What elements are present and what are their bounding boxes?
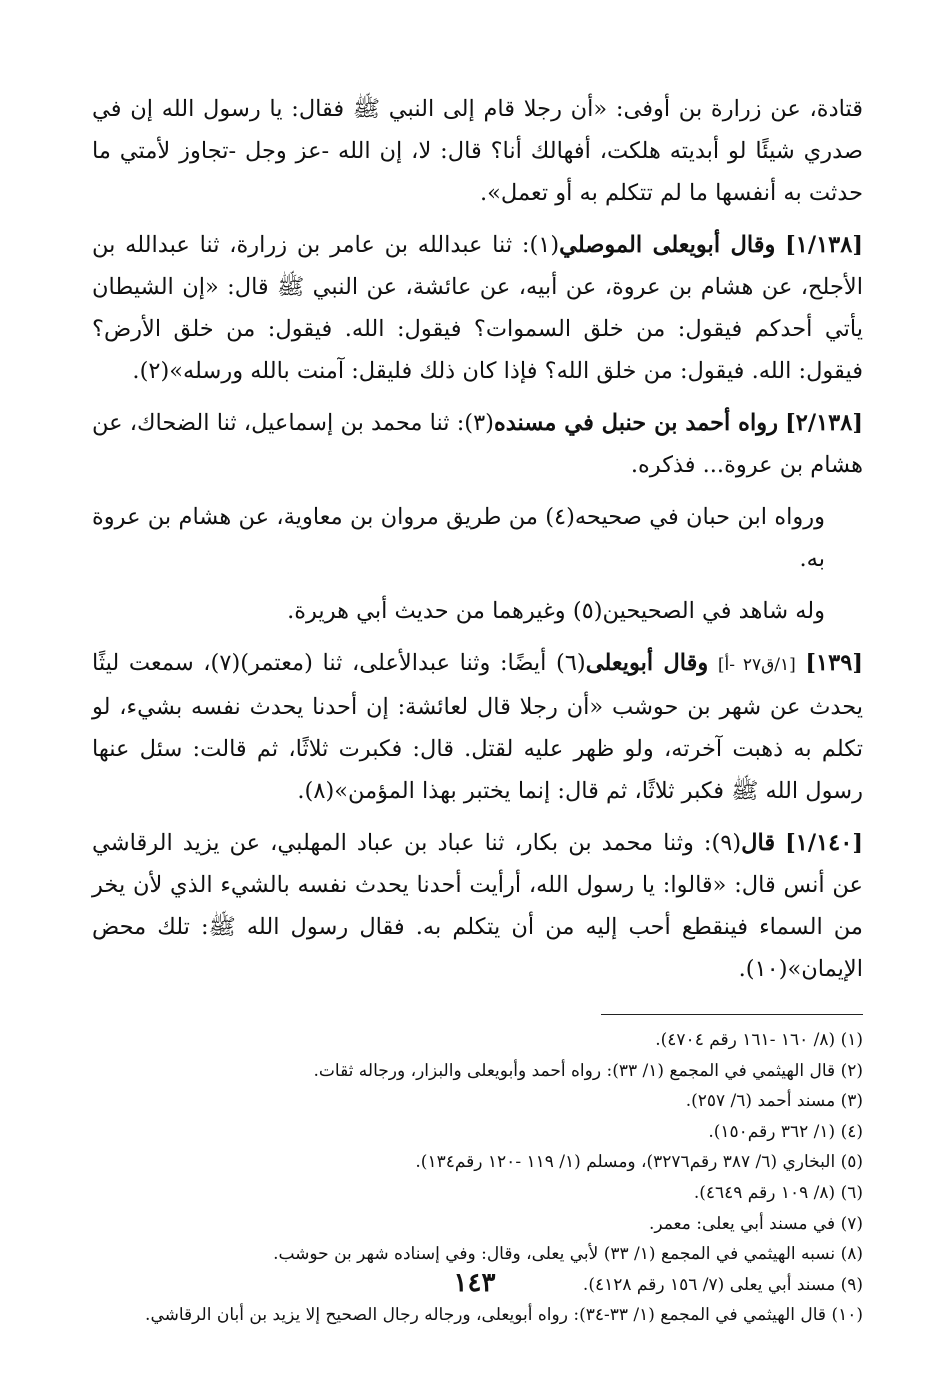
paragraph-continuation — [92, 88, 863, 214]
paragraph-text: ورواه ابن حبان في صحيحه(٤) من طريق مروان بن معاوية، عن هشام بن عروة به. — [92, 504, 825, 572]
hadith-number: [١٣٩] — [805, 650, 863, 676]
footnote: (٥) البخاري (٦/ ٣٨٧ رقم٣٢٧٦)، ومسلم (١/ ١١٩ -١٢٠ رقم١٣٤). — [415, 1152, 863, 1173]
hadith-number: [٢/١٣٨] — [785, 410, 863, 436]
hadith-number: [١/١٣٨] — [785, 232, 863, 258]
footnote: (١٠) قال الهيثمي في المجمع (١/ ٣٣-٣٤): رواه أبويعلى، ورجاله رجال الصحيح إلا يزيد بن أبان الرقاشي. — [145, 1305, 863, 1326]
hadith-138-1 — [92, 224, 863, 392]
paragraph-ibn-hibban — [92, 496, 863, 580]
page-number: ١٤٣ — [453, 1268, 496, 1298]
paragraph-text: قتادة، عن زرارة بن أوفى: «أن رجلا قام إلى النبي ﷺ فقال: يا رسول الله إن في صدري شيئًا لو أبديته هلكت، أفهالك أنا؟ قال: لا، إن الله -عز وجل -تجاوز لأمتي ما حدثت به أنفسها ما لم تتكلم به أو تعمل». — [92, 96, 863, 206]
hadith-narrator: قال — [741, 830, 776, 856]
hadith-138-2 — [92, 402, 863, 486]
paragraph-text: (٣): ثنا محمد بن إسماعيل، ثنا الضحاك، عن هشام بن عروة... فذكره. — [92, 410, 863, 478]
paragraph-text: (١): ثنا عبدالله بن عامر بن زرارة، ثنا عبدالله بن الأجلح، عن هشام بن عروة، عن أبيه، عن عائشة، عن النبي ﷺ قال: «إن الشيطان يأتي أحدكم فيقول: من خلق السموات؟ فيقول: الله. فيقول: من خلق الأرض؟ فيقول: الله. فيقول: من خلق الله؟ فإذا كان ذلك فليقل: آمنت بالله ورسله»(٢). — [92, 232, 863, 384]
footnote: (٨) نسبه الهيثمي في المجمع (١/ ٣٣) لأبي يعلى، وقال: وفي إسناده شهر بن حوشب. — [273, 1244, 863, 1265]
paragraph-witness — [92, 590, 863, 632]
footnote: (٣) مسند أحمد (٦/ ٢٥٧). — [685, 1091, 863, 1112]
main-text — [92, 88, 863, 990]
paragraph-text: (٩): وثنا محمد بن بكار، ثنا عباد بن عباد المهلبي، عن يزيد الرقاشي عن أنس قال: «قالوا: يا رسول الله، أرأيت أحدنا يحدث نفسه بالشيء الذي لأن يخر من السماء فينقطع أحب إليه من أن يتكلم به. فقال رسول الله ﷺ: تلك محض الإيمان»(١٠). — [92, 830, 863, 982]
hadith-140-1 — [92, 822, 863, 990]
footnote: (٩) مسند أبي يعلى (٧/ ١٥٦ رقم ٤١٢٨). — [582, 1274, 863, 1295]
footnote: (٦) (٨/ ١٠٩ رقم ٤٦٤٩). — [693, 1182, 863, 1203]
manuscript-reference: [١/ق٢٧ -أ] — [717, 655, 796, 675]
footnote: (٤) (١/ ٣٦٢ رقم١٥٠). — [708, 1121, 863, 1142]
hadith-139 — [92, 642, 863, 812]
footnote: (٢) قال الهيثمي في المجمع (١/ ٣٣): رواه أحمد وأبويعلى والبزار، ورجاله ثقات. — [313, 1060, 863, 1081]
hadith-narrator: وقال أبويعلى الموصلي — [559, 232, 776, 258]
paragraph-text: وله شاهد في الصحيحين(٥) وغيرهما من حديث أبي هريرة. — [287, 598, 825, 624]
footnote: (١) (٨/ ١٦٠ -١٦١ رقم ٤٧٠٤). — [655, 1030, 863, 1050]
hadith-narrator: رواه أحمد بن حنبل في مسنده — [493, 410, 778, 436]
footnote-separator — [601, 1014, 863, 1015]
hadith-number: [١/١٤٠] — [785, 830, 864, 856]
paragraph-text: (٦) أيضًا: وثنا عبدالأعلى، ثنا (معتمر)(٧)، سمعت ليثًا يحدث عن شهر بن حوشب «أن رجلا قال لعائشة: إن أحدنا يحدث نفسه بشيء، لو تكلم به ذهبت آخرته، ولو ظهر عليه لقتل. قال: فكبرت ثلاثًا، ثم قالت: سئل عنها رسول الله ﷺ فكبر ثلاثًا، ثم قال: إنما يختبر بهذا المؤمن»(٨). — [92, 650, 863, 804]
footnote: (٧) في مسند أبي يعلى: معمر. — [648, 1213, 863, 1234]
hadith-narrator: وقال أبويعلى — [585, 650, 709, 676]
